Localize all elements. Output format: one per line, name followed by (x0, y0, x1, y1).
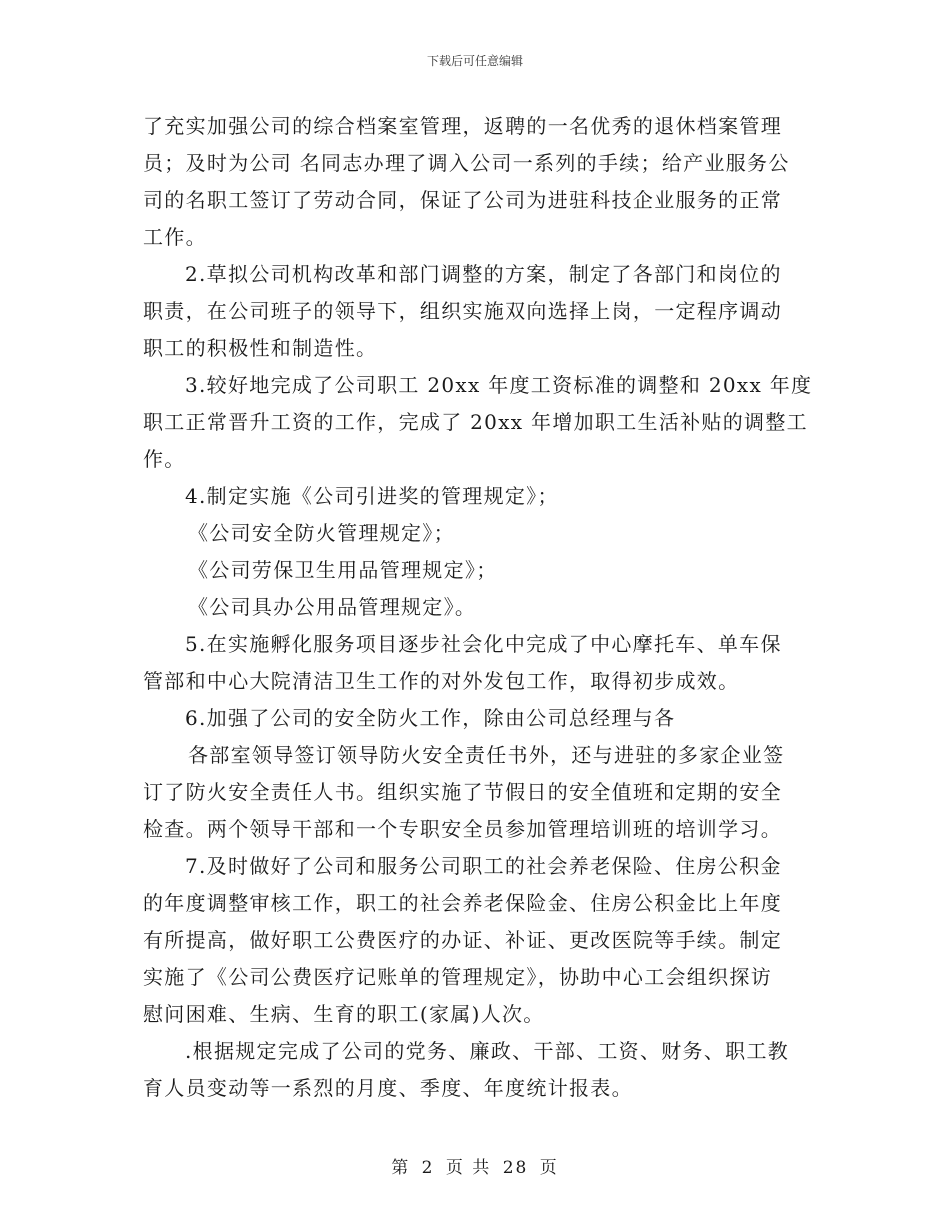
page-footer (0, 1153, 950, 1178)
text-line: 司的名职工签订了劳动合同，保证了公司为进驻科技企业服务的正常 (143, 188, 782, 212)
text-line: 订了防火安全责任人书。组织实施了节假日的安全值班和定期的安全 (143, 780, 782, 804)
text-line: 了充实加强公司的综合档案室管理，返聘的一名优秀的退休档案管理 (143, 114, 782, 138)
footer-page-total: 28 (502, 1158, 529, 1178)
text-line: 作。 (143, 447, 186, 471)
text-line: 管部和中心大院清洁卫生工作的对外发包工作，取得初步成效。 (143, 669, 740, 693)
text-line: 各部室领导签订领导防火安全责任书外，还与进驻的多家企业签 (188, 743, 785, 767)
text-line: .根据规定完成了公司的党务、廉政、干部、工资、财务、职工教 (185, 1039, 790, 1063)
footer-suffix: 页 (539, 1158, 559, 1178)
text-line: 实施了《公司公费医疗记账单的管理规定》，协助中心工会组织探访 (143, 965, 772, 989)
text-line: 2.草拟公司机构改革和部门调整的方案，制定了各部门和岗位的 (185, 262, 782, 286)
text-line: 员；及时为公司 名同志办理了调入公司一系列的手续；给产业服务公 (143, 151, 790, 175)
text-line: 育人员变动等一系烈的月度、季度、年度统计报表。 (143, 1076, 633, 1100)
text-line: 工作。 (143, 225, 207, 249)
text-line: 3.较好地完成了公司职工 20xx 年度工资标准的调整和 20xx 年度 (185, 373, 813, 397)
footer-middle: 页 共 (445, 1158, 492, 1178)
text-line: 慰问困难、生病、生育的职工(家属)人次。 (143, 1002, 545, 1026)
text-line: 职工正常晋升工资的工作，完成了 20xx 年增加职工生活补贴的调整工 (143, 410, 808, 434)
text-line: 职工的积极性和制造性。 (143, 336, 378, 360)
page-header: 下载后可任意编辑 (426, 54, 523, 68)
text-line: 《公司具办公用品管理规定》。 (188, 595, 477, 619)
text-line: 7.及时做好了公司和服务公司职工的社会养老保险、住房公积金 (185, 854, 782, 878)
text-line: 有所提高，做好职工公费医疗的办证、补证、更改医院等手续。制定 (143, 928, 782, 952)
text-line: 5.在实施孵化服务项目逐步社会化中完成了中心摩托车、单车保 (185, 632, 782, 656)
text-line: 的年度调整审核工作，职工的社会养老保险金、住房公积金比上年度 (143, 891, 782, 915)
text-line: 《公司劳保卫生用品管理规定》； (188, 558, 498, 582)
document-body (143, 108, 811, 1107)
footer-page-number: 2 (421, 1158, 435, 1178)
text-line: 职责，在公司班子的领导下，组织实施双向选择上岗，一定程序调动 (143, 299, 782, 323)
text-line: 4.制定实施《公司引进奖的管理规定》； (185, 484, 559, 508)
text-line: 检查。两个领导干部和一个专职安全员参加管理培训班的培训学习。 (143, 817, 782, 841)
text-line: 6.加强了公司的安全防火工作，除由公司总经理与各 (185, 706, 676, 730)
text-line: 《公司安全防火管理规定》； (188, 521, 455, 545)
footer-prefix: 第 (391, 1158, 411, 1178)
